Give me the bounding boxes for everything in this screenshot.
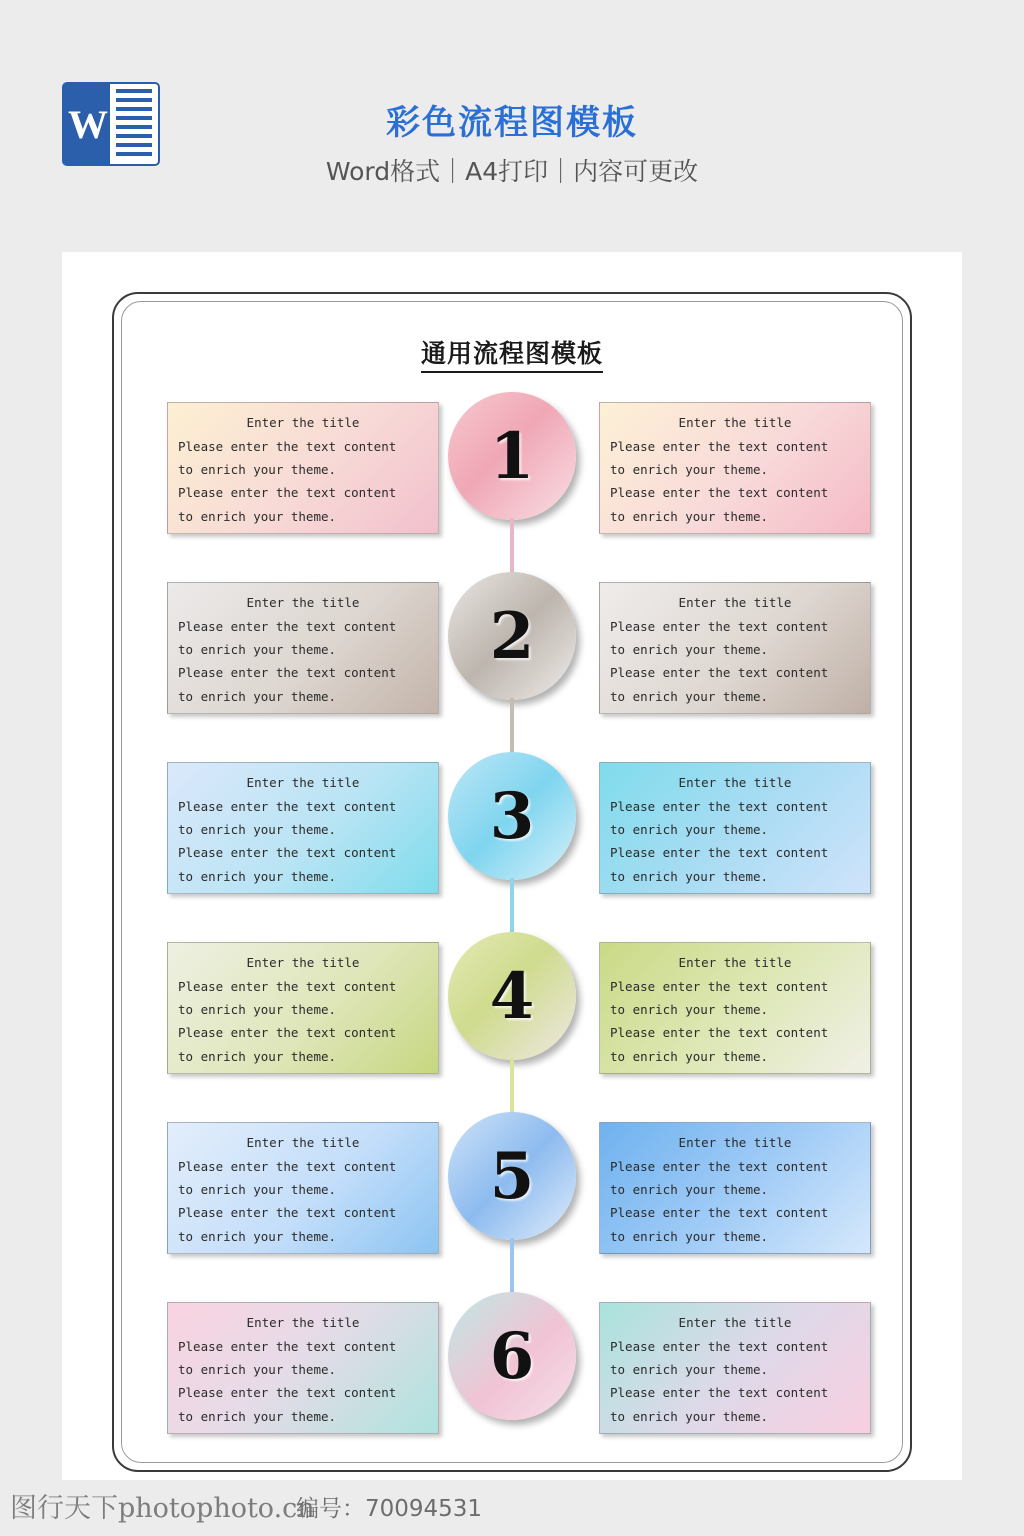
card-heading: Enter the title [678,595,792,610]
card-line: Please enter the text content [178,1339,397,1355]
card-line: Please enter the text content [610,1205,829,1221]
card-line: Please enter the text content [610,485,829,501]
document-sheet [62,252,962,1480]
card-heading: Enter the title [678,775,792,790]
card-line: Please enter the text content [610,1385,829,1401]
card-line: to enrich your theme. [178,462,337,478]
card-line: Please enter the text content [610,439,829,455]
card-line: Please enter the text content [178,1385,397,1401]
step-connector [510,878,514,934]
step-1-left-card[interactable] [167,402,439,534]
card-line: Please enter the text content [610,619,829,635]
step-number-circle-2[interactable]: 2 [448,572,576,700]
step-connector [510,698,514,754]
flow-step-row [62,932,962,1112]
card-line: to enrich your theme. [178,642,337,658]
card-line: to enrich your theme. [610,1408,769,1424]
page-title: 彩色流程图模板 [386,103,638,143]
step-4-right-card[interactable] [599,942,871,1074]
card-line: to enrich your theme. [610,1228,769,1244]
card-line: Please enter the text content [178,979,397,995]
card-line: Please enter the text content [610,845,829,861]
watermark: 图行天下photophoto.cn [10,1493,315,1524]
card-line: to enrich your theme. [178,822,337,838]
card-line: to enrich your theme. [178,868,337,884]
step-2-left-card[interactable] [167,582,439,714]
card-heading: Enter the title [246,415,360,430]
card-line: to enrich your theme. [178,688,337,704]
step-connector [510,518,514,574]
card-line: Please enter the text content [178,439,397,455]
card-line: to enrich your theme. [178,1002,337,1018]
card-line: Please enter the text content [610,799,829,815]
card-heading: Enter the title [246,595,360,610]
card-line: to enrich your theme. [178,1408,337,1424]
step-6-left-card[interactable] [167,1302,439,1434]
step-number-circle-6[interactable]: 6 [448,1292,576,1420]
card-line: Please enter the text content [610,1339,829,1355]
card-line: Please enter the text content [178,1205,397,1221]
card-line: Please enter the text content [178,1025,397,1041]
card-line: to enrich your theme. [610,508,769,524]
step-6-right-card[interactable] [599,1302,871,1434]
step-number-circle-3[interactable]: 3 [448,752,576,880]
step-2-right-card[interactable] [599,582,871,714]
card-line: to enrich your theme. [610,822,769,838]
card-line: to enrich your theme. [178,1362,337,1378]
card-line: to enrich your theme. [610,1362,769,1378]
card-line: to enrich your theme. [178,1228,337,1244]
page-footer [0,1480,1024,1536]
card-heading: Enter the title [678,415,792,430]
card-line: to enrich your theme. [178,1182,337,1198]
step-number-circle-1[interactable]: 1 [448,392,576,520]
flow-step-row [62,392,962,572]
step-3-left-card[interactable] [167,762,439,894]
card-line: to enrich your theme. [610,688,769,704]
card-line: to enrich your theme. [610,642,769,658]
step-number-circle-5[interactable]: 5 [448,1112,576,1240]
flow-step-row [62,752,962,932]
flow-step-row [62,1292,962,1472]
step-number-circle-4[interactable]: 4 [448,932,576,1060]
page-header [0,0,1024,252]
card-heading: Enter the title [678,1135,792,1150]
card-line: to enrich your theme. [610,868,769,884]
step-connector [510,1238,514,1294]
card-heading: Enter the title [678,1315,792,1330]
card-line: to enrich your theme. [178,1048,337,1064]
step-5-right-card[interactable] [599,1122,871,1254]
card-line: to enrich your theme. [610,462,769,478]
card-line: to enrich your theme. [178,508,337,524]
card-line: Please enter the text content [178,1159,397,1175]
card-line: to enrich your theme. [610,1002,769,1018]
flow-step-row [62,1112,962,1292]
flow-step-row [62,572,962,752]
step-connector [510,1058,514,1114]
card-line: Please enter the text content [610,665,829,681]
page-subtitle: Word格式｜A4打印｜内容可更改 [325,157,699,186]
card-line: Please enter the text content [610,1159,829,1175]
image-code-label: 编号： [296,1496,365,1522]
card-line: Please enter the text content [178,619,397,635]
card-heading: Enter the title [246,1315,360,1330]
card-line: Please enter the text content [610,979,829,995]
card-heading: Enter the title [246,1135,360,1150]
card-heading: Enter the title [246,775,360,790]
card-line: to enrich your theme. [610,1182,769,1198]
card-line: to enrich your theme. [610,1048,769,1064]
word-logo-letter: W [62,82,114,166]
step-4-left-card[interactable] [167,942,439,1074]
card-line: Please enter the text content [178,665,397,681]
card-line: Please enter the text content [178,845,397,861]
step-3-right-card[interactable] [599,762,871,894]
card-heading: Enter the title [246,955,360,970]
card-heading: Enter the title [678,955,792,970]
card-line: Please enter the text content [178,485,397,501]
image-code [296,1490,482,1523]
flow-rows [62,392,962,1472]
image-code-value: 70094531 [365,1496,483,1522]
step-5-left-card[interactable] [167,1122,439,1254]
document-title: 通用流程图模板 [62,334,962,370]
card-line: Please enter the text content [178,799,397,815]
step-1-right-card[interactable] [599,402,871,534]
card-line: Please enter the text content [610,1025,829,1041]
